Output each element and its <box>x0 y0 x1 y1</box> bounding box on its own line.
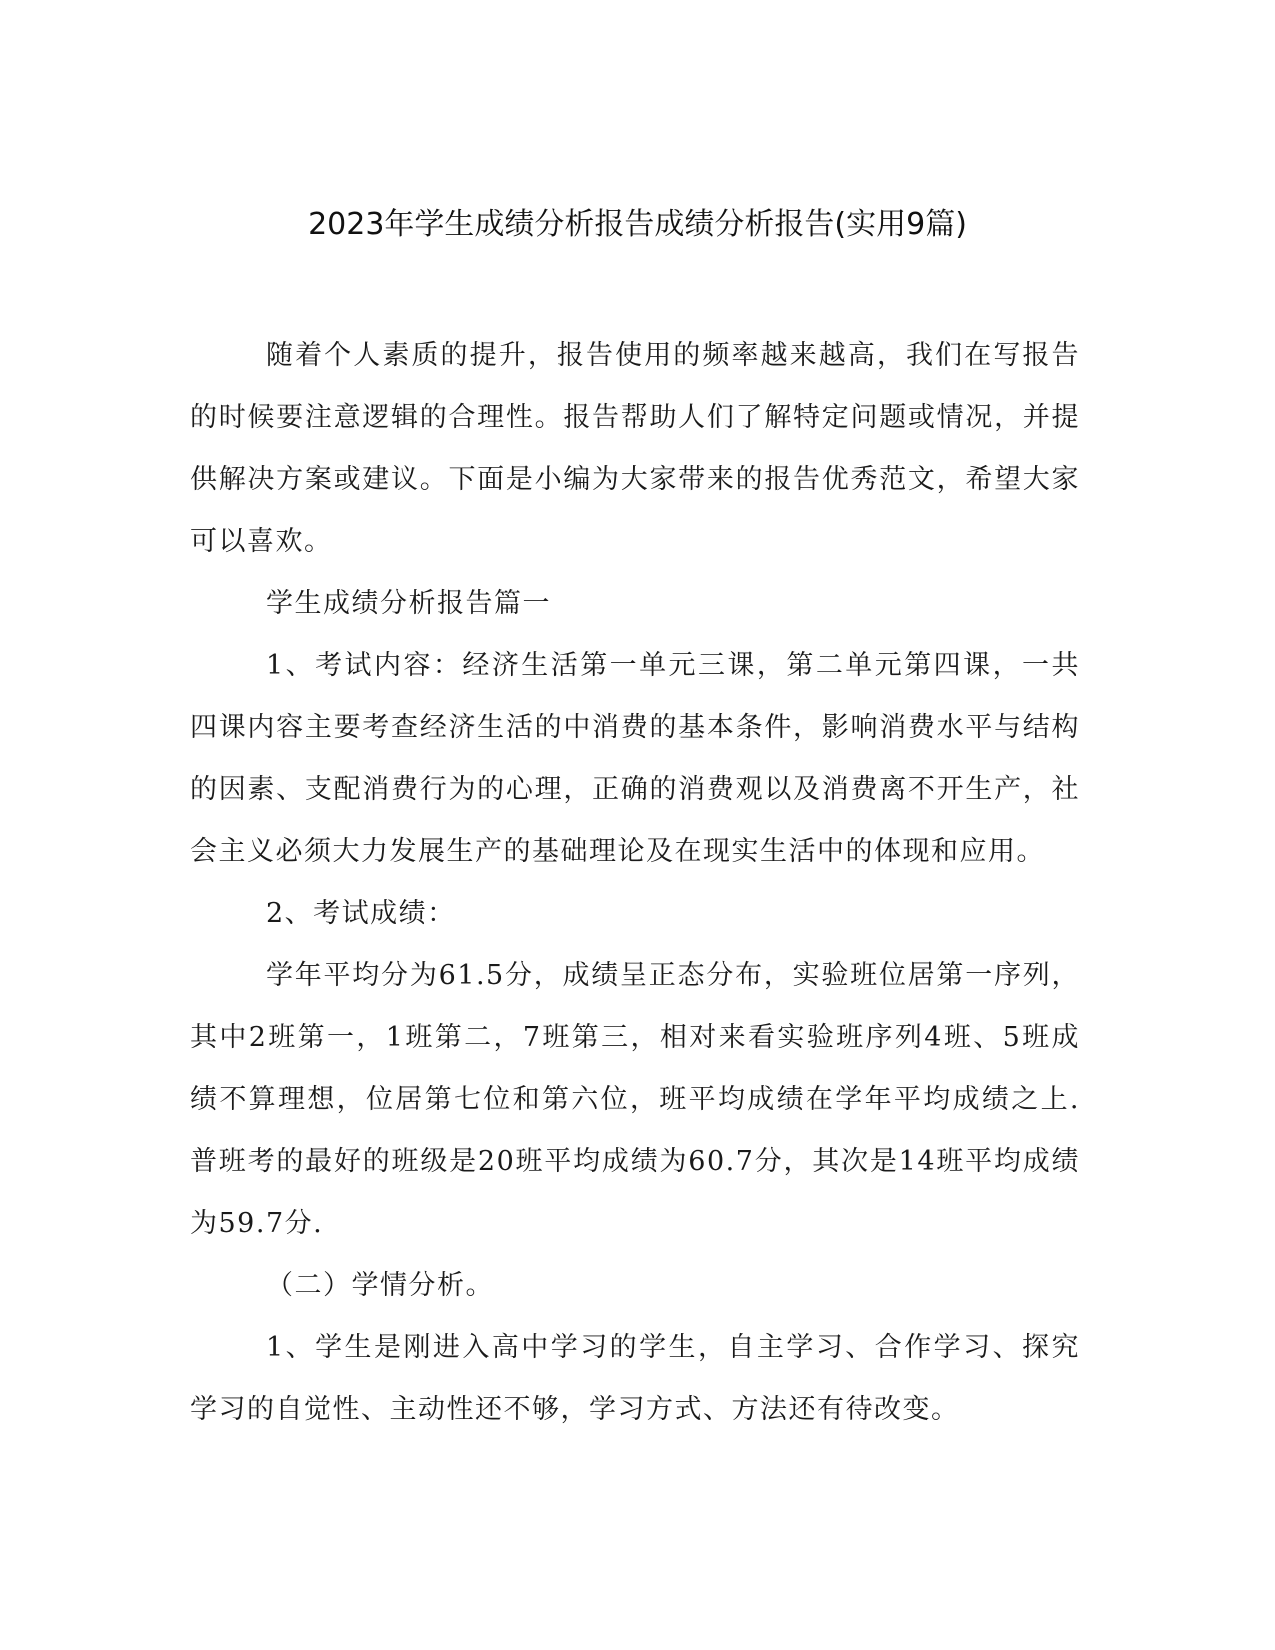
document-title: 2023年学生成绩分析报告成绩分析报告(实用9篇) <box>308 207 967 242</box>
subsection-heading: （二）学情分析。 <box>266 1270 494 1301</box>
exam-score-paragraph: 学年平均分为61.5分，成绩呈正态分布，实验班位居第一序列，其中2班第一，1班第二，7班第三，相对来看实验班序列4班、5班成绩不算理想，位居第七位和第六位，班平均成绩在学年平均成绩之上.普班考的最好的班级是20班平均成绩为60.7分，其次是14班平均成绩为59.7分. <box>190 960 1080 1239</box>
student-analysis-paragraph: 1、学生是刚进入高中学习的学生，自主学习、合作学习、探究学习的自觉性、主动性还不够，学习方式、方法还有待改变。 <box>190 1332 1080 1425</box>
document-body <box>190 325 1080 1441</box>
intro-paragraph: 随着个人素质的提升，报告使用的频率越来越高，我们在写报告的时候要注意逻辑的合理性。报告帮助人们了解特定问题或情况，并提供解决方案或建议。下面是小编为大家带来的报告优秀范文，希望大家可以喜欢。 <box>190 340 1080 557</box>
section-heading: 学生成绩分析报告篇一 <box>266 588 551 619</box>
exam-content-paragraph: 1、考试内容：经济生活第一单元三课，第二单元第四课，一共四课内容主要考查经济生活的中消费的基本条件，影响消费水平与结构的因素、支配消费行为的心理，正确的消费观以及消费离不开生产，社会主义必须大力发展生产的基础理论及在现实生活中的体现和应用。 <box>190 650 1080 867</box>
exam-score-heading: 2、考试成绩： <box>266 898 456 929</box>
